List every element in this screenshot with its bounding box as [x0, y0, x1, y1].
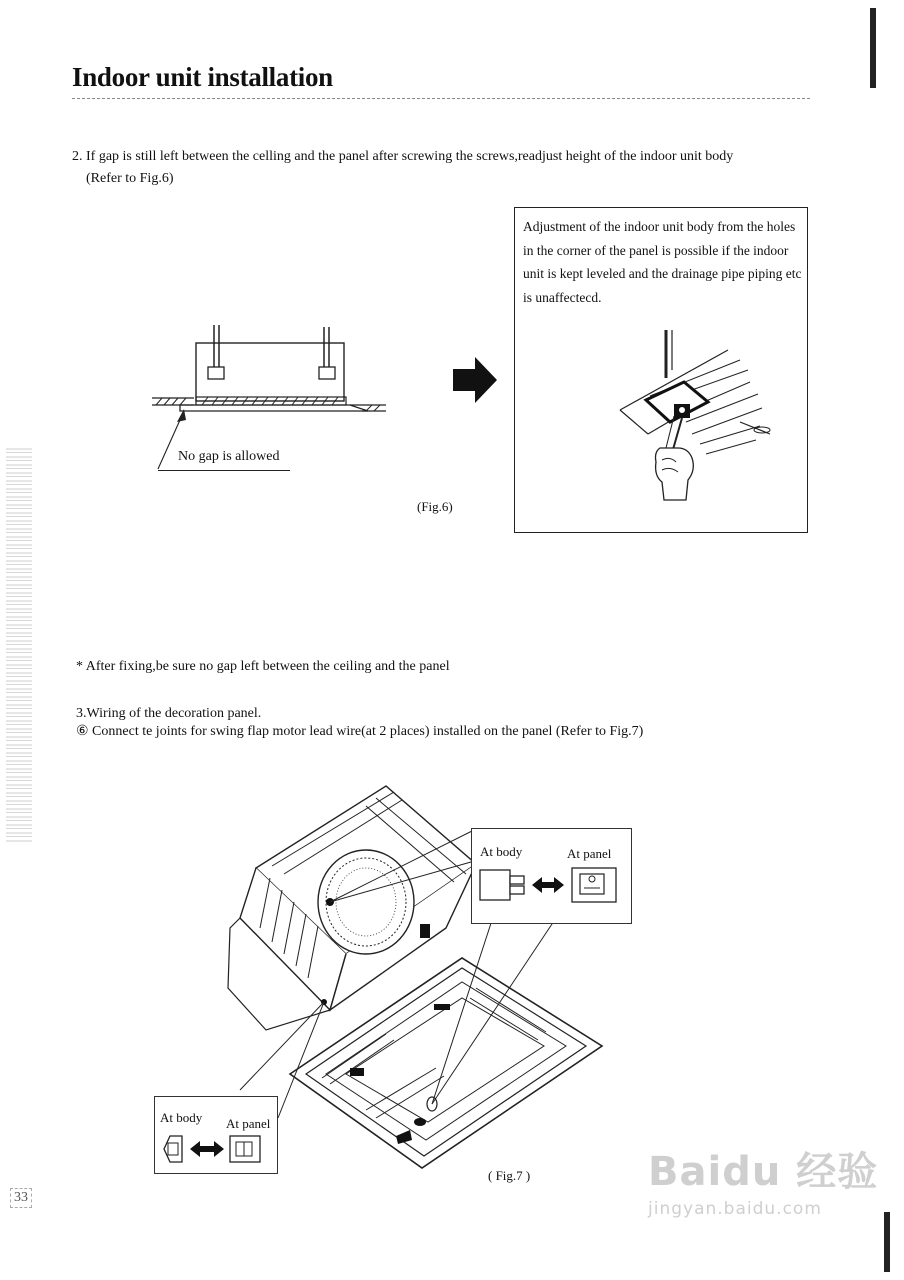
step2-text	[72, 146, 832, 190]
fig6-caption: (Fig.6)	[417, 499, 453, 514]
connector-icon	[160, 1132, 270, 1166]
binding-edge	[870, 8, 876, 88]
step3-heading: 3.Wiring of the decoration panel.	[76, 706, 262, 721]
fig7-callout-left-body-label: At body	[160, 1110, 203, 1125]
fig7-callout-right-panel-label: At panel	[567, 846, 612, 861]
fig7-callout-right-body-label: At body	[480, 844, 523, 859]
watermark	[648, 1140, 878, 1219]
step3-instruction: ⑥ Connect te joints for swing flap motor lead wire(at 2 places) installed on the panel (Refer to Fig.7)	[76, 724, 644, 739]
gap-label: No gap is allowed	[178, 449, 280, 464]
page-title: Indoor unit installation	[72, 62, 333, 92]
watermark-sub: jingyan.baidu.com	[648, 1199, 822, 1219]
step2-line1: 2. If gap is still left between the celling and the panel after screwing the screws,readjust height of the indoor unit body	[72, 149, 734, 164]
title-underline	[72, 98, 810, 99]
fig6-note-text: Adjustment of the indoor unit body from the holes in the corner of the panel is possible if the indoor unit is kept leveled and the drainage pipe piping etc is unaffectecd.	[523, 219, 802, 305]
page-number: 33	[10, 1188, 32, 1208]
binding-edge-bottom	[884, 1212, 890, 1272]
fig7-callout-left-panel-label: At panel	[226, 1116, 271, 1131]
connector-icon	[480, 866, 630, 906]
watermark-main: Baidu 经验	[648, 1149, 879, 1195]
fig6-ceiling-diagram	[150, 325, 410, 445]
fig6-adjustment-illustration	[610, 330, 790, 510]
scan-noise-strip	[6, 448, 32, 843]
fig7-caption: ( Fig.7 )	[488, 1168, 531, 1183]
right-arrow-icon	[453, 357, 497, 403]
step2-line2: (Refer to Fig.6)	[86, 171, 174, 186]
after-fixing-note: * After fixing,be sure no gap left between the ceiling and the panel	[76, 659, 450, 674]
